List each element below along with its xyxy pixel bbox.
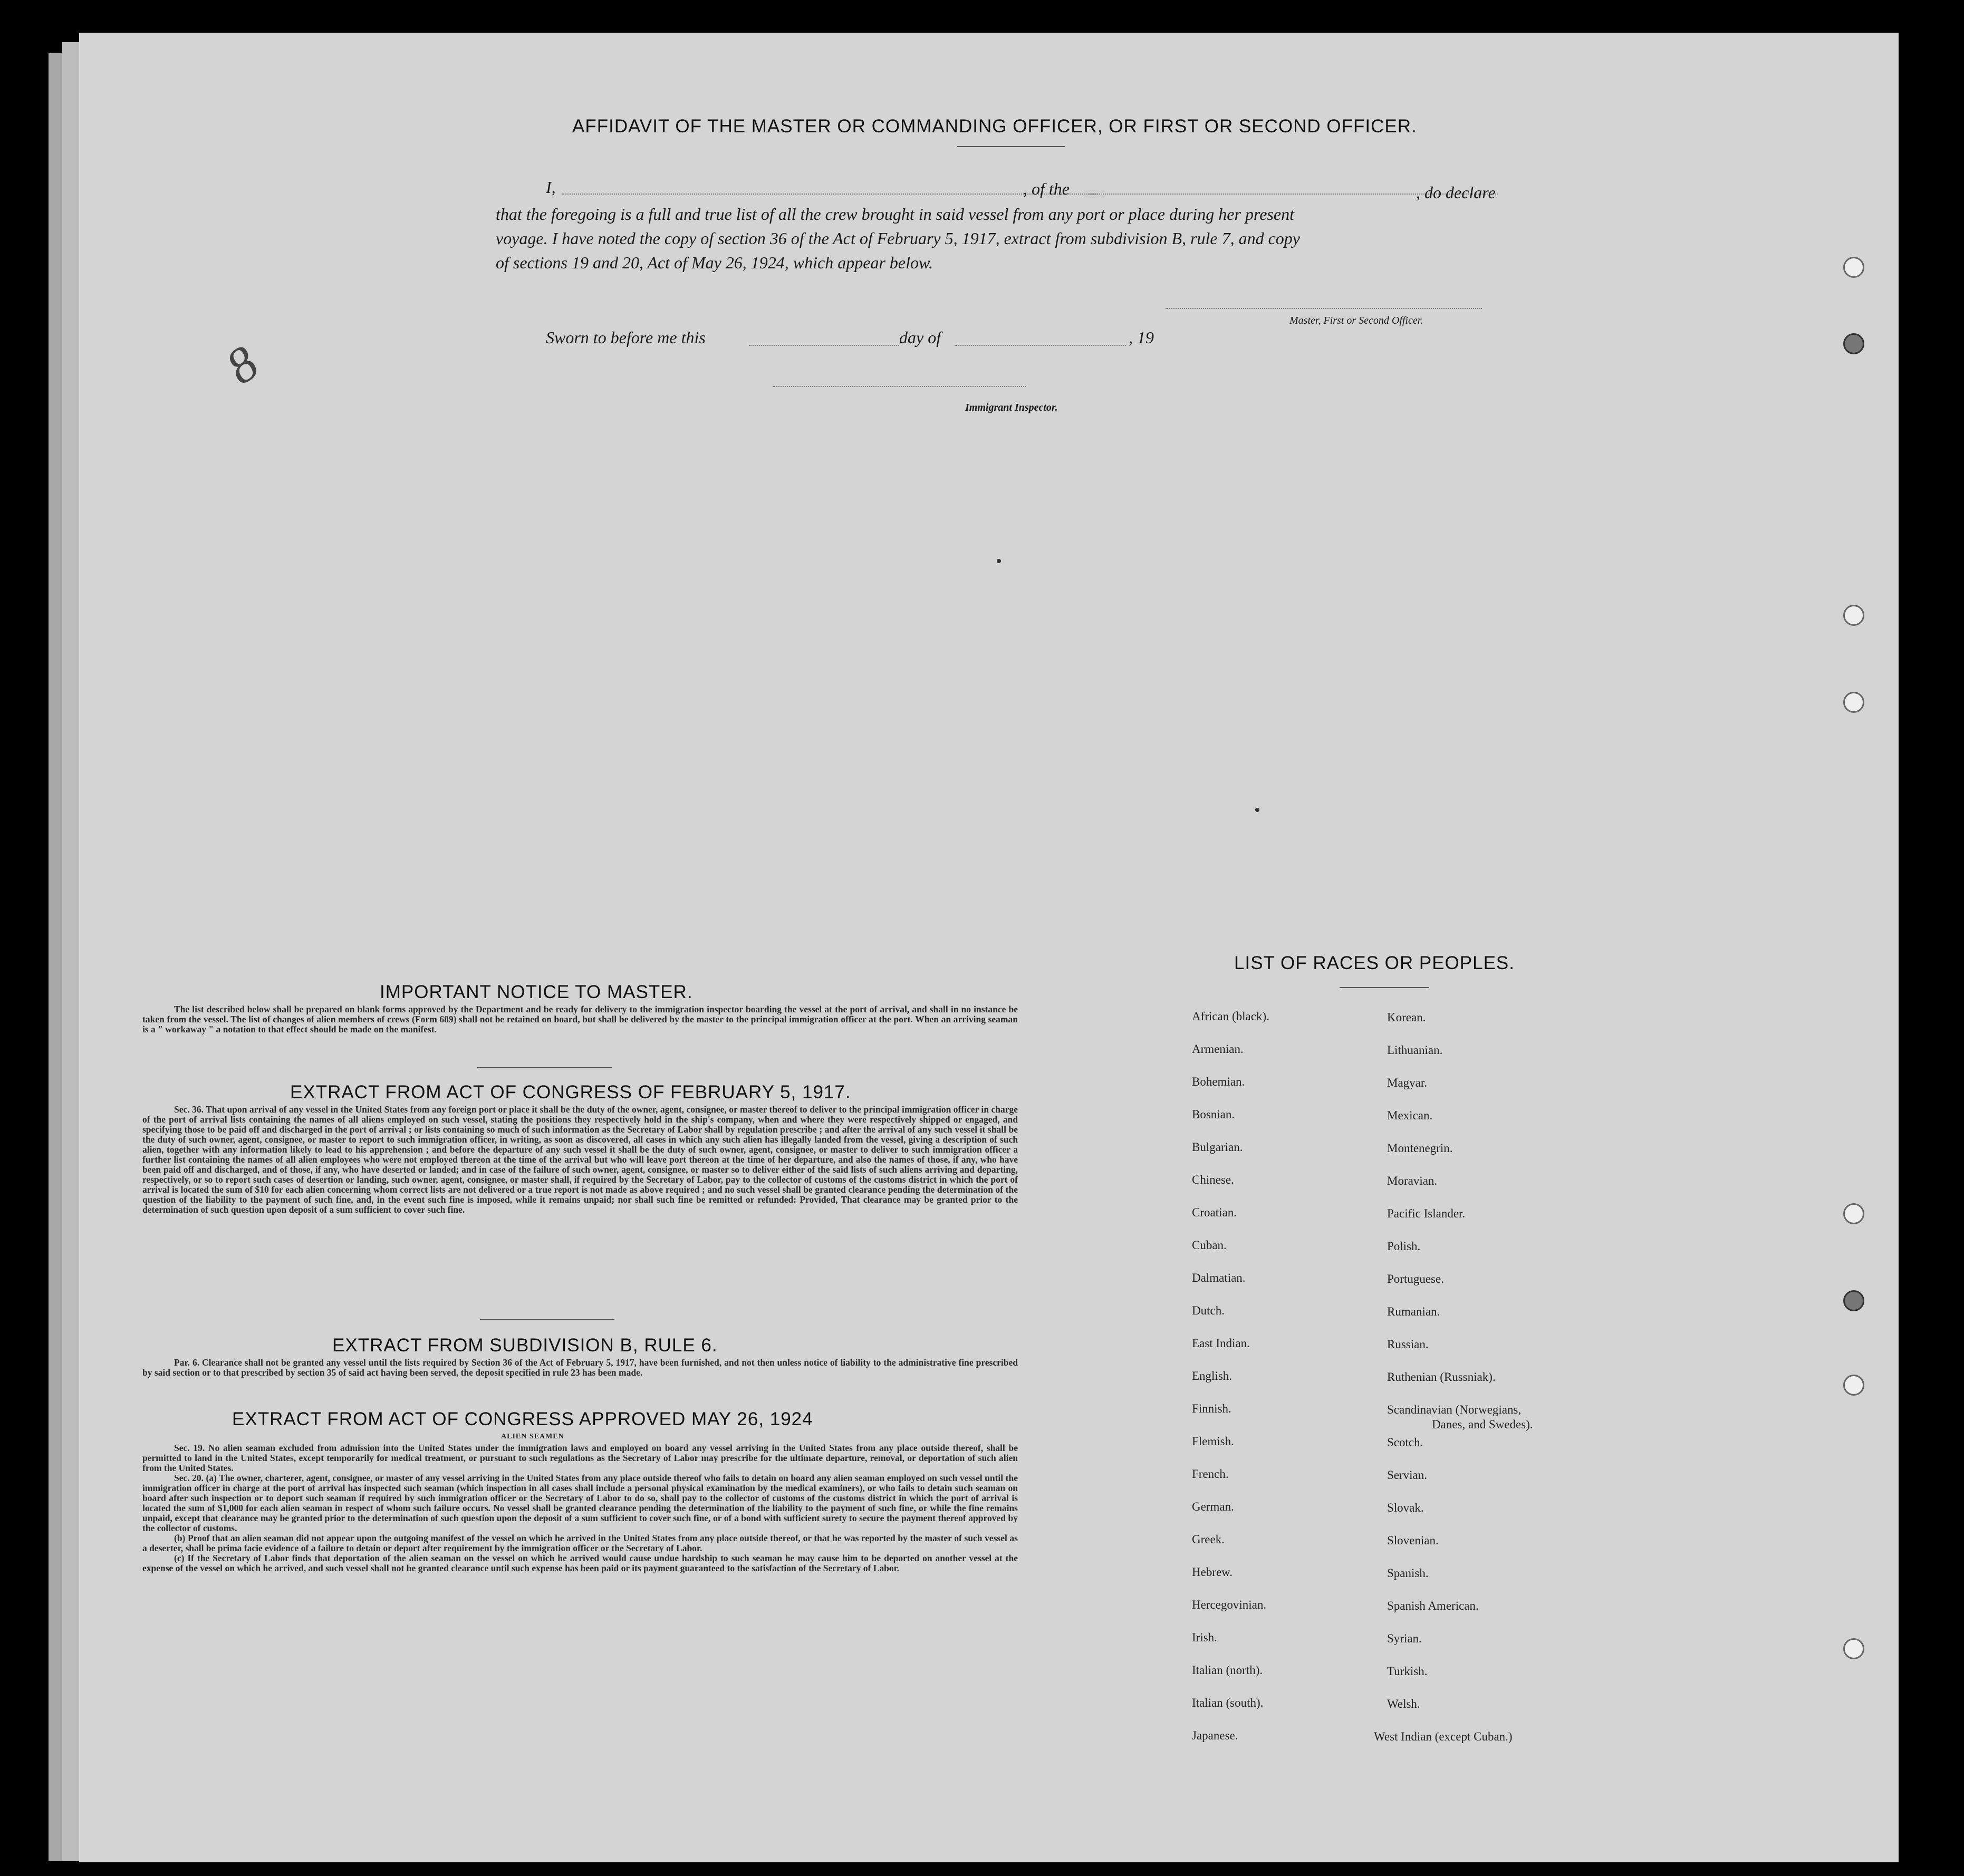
race-item: African (black). [1192, 1010, 1269, 1023]
binder-hole-icon [1843, 1203, 1864, 1224]
race-item: Bohemian. [1192, 1075, 1245, 1088]
binder-hole-icon [1843, 333, 1864, 354]
alien-seamen-subheading: ALIEN SEAMEN [501, 1433, 564, 1440]
affidavit-declare: , do declare [1416, 183, 1496, 202]
notice-rule [477, 1067, 612, 1068]
race-item: Cuban. [1192, 1239, 1227, 1252]
master-signature-line[interactable] [1166, 308, 1482, 309]
race-item: Bosnian. [1192, 1108, 1235, 1121]
race-item: Chinese. [1192, 1173, 1234, 1186]
race-item: East Indian. [1192, 1337, 1250, 1350]
race-item: Flemish. [1192, 1435, 1234, 1448]
document-page [79, 33, 1899, 1862]
sec-19-paragraph: Sec. 19. No alien seaman excluded from admission into the United States under the immigration laws and employed on board any vessel arriving in the United States from any place outside thereof, shall be permitted to land in the United States, except temporarily for medical treatment, or pursuant to such regulations as the Secretary of Labor may prescribe for the ultimate departure, removal, or deportation of such alien from the United States. [142, 1443, 1018, 1473]
inspector-label: Immigrant Inspector. [965, 402, 1058, 413]
extract-1924-heading: EXTRACT FROM ACT OF CONGRESS APPROVED MAY 26, 1924 [232, 1409, 813, 1429]
affidavit-line3: voyage. I have noted the copy of section 36 of the Act of February 5, 1917, extract from subdivision B, rule 7, and copy [496, 229, 1300, 248]
affidavit-line4: of sections 19 and 20, Act of May 26, 1924, which appear below. [496, 253, 933, 272]
notice-paragraph: The list described below shall be prepared on blank forms approved by the Department and be ready for delivery to the immigration inspector boarding the vessel at the port of arrival, and shall in no instance be taken from the vessel. The list of changes of alien members of crews (Form 689) shall not be retained on board, but shall be delivered by the master to the principal immigration officer at the port. When an arriving seaman is a " workaway " a notation to that effect should be made on the manifest. [142, 1004, 1018, 1034]
race-item: Danes, and Swedes). [1432, 1418, 1533, 1431]
races-rule [1340, 987, 1429, 988]
race-item: West Indian (except Cuban.) [1374, 1730, 1513, 1743]
race-item: Russian. [1387, 1338, 1429, 1351]
race-item: Moravian. [1387, 1174, 1438, 1187]
race-item: English. [1192, 1369, 1233, 1382]
master-signature-label: Master, First or Second Officer. [1289, 315, 1423, 326]
race-item: Rumanian. [1387, 1305, 1440, 1318]
binder-hole-icon [1843, 1290, 1864, 1311]
extract-1917-text [142, 1105, 1018, 1215]
race-item: Polish. [1387, 1240, 1421, 1253]
binder-hole-icon [1843, 605, 1864, 626]
sec-20c-paragraph: (c) If the Secretary of Labor finds that deportation of the alien seaman on the vessel on which he arrived would cause undue hardship to such seaman he may cause him to be deported on another vessel at the expense of the vessel on which he arrived, and such vessel shall not be granted clearance until such expense has been paid or its payment guaranteed to the satisfaction of the Secretary of Labor. [142, 1553, 1018, 1573]
race-item: Finnish. [1192, 1402, 1231, 1415]
race-item: Armenian. [1192, 1042, 1244, 1056]
extract-1917-paragraph: Sec. 36. That upon arrival of any vessel in the United States from any foreign port or place it shall be the duty of the owner, agent, consignee, or master thereof to deliver to the principal immigration officer in charge of the port of arrival lists containing the names of all aliens employed on such vessel, stating the positions they respectively hold in the ship's company, when and where they were respectively shipped or engaged, and specifying those to be paid off and discharged in the port of arrival ; or lists containing so much of such information as the Secretary of Labor shall by regulation prescribe ; and after the arrival of any such vessel it shall be the duty of such owner, agent, consignee, or master to report to such immigration officer, in writing, as soon as discovered, all cases in which any such alien has illegally landed from the vessel, giving a description of such alien, together with any information likely to lead to his apprehension ; and before the departure of any such vessel it shall be the duty of such owner, agent, consignee, or master to deliver to such immigration officer a further list containing the names of all alien employees who were not employed thereon at the time of the arrival but who will leave port thereon at the time of her departure, and also the names of those, if any, who have been paid off and discharged, and of those, if any, who have deserted or landed; and in case of the failure of such owner, agent, consignee, or master so to deliver either of the said lists of such aliens arriving and departing, respectively, or so to report such cases of desertion or landing, such owner, agent, consignee, or master shall, if required by the Secretary of Labor, pay to the collector of customs of the customs district in which the port of arrival is located the sum of $10 for each alien concerning whom correct lists are not delivered or a true report is not made as above required ; and no such vessel shall be granted clearance pending the determination of the question of the liability to the payment of such fine, and, in the event such fine is imposed, while it remains unpaid; nor shall such fine be remitted or refunded: Provided, That clearance may be granted prior to the determination of such question upon deposit of a sum sufficient to cover such fine. [142, 1104, 1018, 1215]
affidavit-heading: AFFIDAVIT OF THE MASTER OR COMMANDING OFFICER, OR FIRST OR SECOND OFFICER. [572, 116, 1417, 137]
ink-dot [997, 559, 1001, 563]
sec-20b-paragraph: (b) Proof that an alien seaman did not appear upon the outgoing manifest of the vessel on which he arrived in the United States from any place outside thereof, or that he was reported by the master of such vessel as a deserter, shall be prima facie evidence of a failure to detain or deport after requirement by the immigration officer or the Secretary of Labor. [142, 1533, 1018, 1553]
race-item: Spanish. [1387, 1566, 1429, 1580]
race-item: Slovak. [1387, 1501, 1424, 1514]
races-heading: LIST OF RACES OR PEOPLES. [1234, 953, 1515, 973]
race-item: Hercegovinian. [1192, 1598, 1267, 1611]
race-item: French. [1192, 1467, 1229, 1481]
month-blank[interactable] [955, 345, 1126, 346]
binder-hole-icon [1843, 1638, 1864, 1659]
race-item: Scotch. [1387, 1436, 1423, 1449]
extract-1924-text [142, 1443, 1018, 1573]
binder-hole-icon [1843, 1375, 1864, 1396]
race-item: Italian (north). [1192, 1664, 1263, 1677]
race-item: Bulgarian. [1192, 1140, 1243, 1154]
handwritten-mark: 8 [215, 334, 268, 395]
race-item: Japanese. [1192, 1729, 1238, 1742]
subdivision-paragraph: Par. 6. Clearance shall not be granted any vessel until the lists required by Section 36 of the Act of February 5, 1917, have been furnished, and not then unless notice of liability to the administrative fine prescribed by said section or to that prescribed by section 35 of said act having been served, the deposit specified in rule 23 has been made. [142, 1357, 1018, 1378]
affidavit-i: I, [546, 178, 556, 197]
race-item: Lithuanian. [1387, 1043, 1443, 1057]
race-item: Portuguese. [1387, 1272, 1444, 1285]
race-item: Turkish. [1387, 1665, 1428, 1678]
binder-hole-icon [1843, 257, 1864, 278]
ink-dot [1255, 808, 1259, 812]
race-item: Korean. [1387, 1011, 1426, 1024]
race-item: Dalmatian. [1192, 1271, 1246, 1284]
notice-text [142, 1004, 1018, 1034]
race-item: Scandinavian (Norwegians, [1387, 1403, 1522, 1416]
race-item: Hebrew. [1192, 1565, 1233, 1579]
race-item: Slovenian. [1387, 1534, 1439, 1547]
race-item: Irish. [1192, 1631, 1217, 1644]
affidavit-rule [957, 146, 1065, 147]
race-item: Montenegrin. [1387, 1142, 1453, 1155]
race-item: Syrian. [1387, 1632, 1422, 1645]
race-item: German. [1192, 1500, 1234, 1513]
subdivision-heading: EXTRACT FROM SUBDIVISION B, RULE 6. [332, 1335, 718, 1356]
sworn-text: Sworn to before me this [546, 328, 706, 347]
race-item: Ruthenian (Russniak). [1387, 1370, 1496, 1384]
race-item: Italian (south). [1192, 1696, 1264, 1709]
race-item: Mexican. [1387, 1109, 1433, 1122]
race-item: Pacific Islander. [1387, 1207, 1466, 1220]
race-item: Croatian. [1192, 1206, 1237, 1219]
name-blank[interactable] [562, 194, 1102, 195]
race-item: Dutch. [1192, 1304, 1225, 1317]
day-blank[interactable] [749, 345, 899, 346]
extract-1917-heading: EXTRACT FROM ACT OF CONGRESS OF FEBRUARY 5, 1917. [290, 1082, 851, 1103]
race-item: Welsh. [1387, 1697, 1420, 1710]
race-item: Servian. [1387, 1468, 1428, 1482]
extract-1917-rule [480, 1319, 614, 1320]
year-text: , 19 [1129, 328, 1154, 347]
subdivision-text [142, 1358, 1018, 1378]
sec-20a-paragraph: Sec. 20. (a) The owner, charterer, agent, consignee, or master of any vessel arriving in the United States from any place outside thereof who fails to detain on board any alien seaman employed on such vessel until the immigration officer in charge at the port of arrival has inspected such seaman (which inspection in all cases shall include a personal physical examination by the medical examiners), or who fails to detain such seaman on board after such inspection or to deport such seaman if required by such immigration officer or the Secretary of Labor to do so, shall pay to the collector of customs of the customs district in which the port of arrival is located the sum of $1,000 for each alien seaman in respect of whom such failure occurs. No vessel shall be granted clearance pending the determination of the liability to the payment of such fine, or while the fine remains unpaid, except that clearance may be granted prior to the determination of such question upon the deposit of a sum sufficient to cover such fine, or of a bond with sufficient surety to secure the payment thereof approved by the collector of customs. [142, 1473, 1018, 1533]
inspector-signature-line[interactable] [773, 386, 1026, 387]
race-item: Spanish American. [1387, 1599, 1479, 1612]
race-item: Magyar. [1387, 1076, 1428, 1089]
affidavit-line2: that the foregoing is a full and true list of all the crew brought in said vessel from any port or place during her present [496, 205, 1294, 224]
binder-hole-icon [1843, 692, 1864, 713]
race-item: Greek. [1192, 1533, 1225, 1546]
day-of-text: day of [899, 328, 941, 347]
affidavit-of-the: , of the [1023, 179, 1070, 198]
notice-heading: IMPORTANT NOTICE TO MASTER. [380, 982, 693, 1002]
